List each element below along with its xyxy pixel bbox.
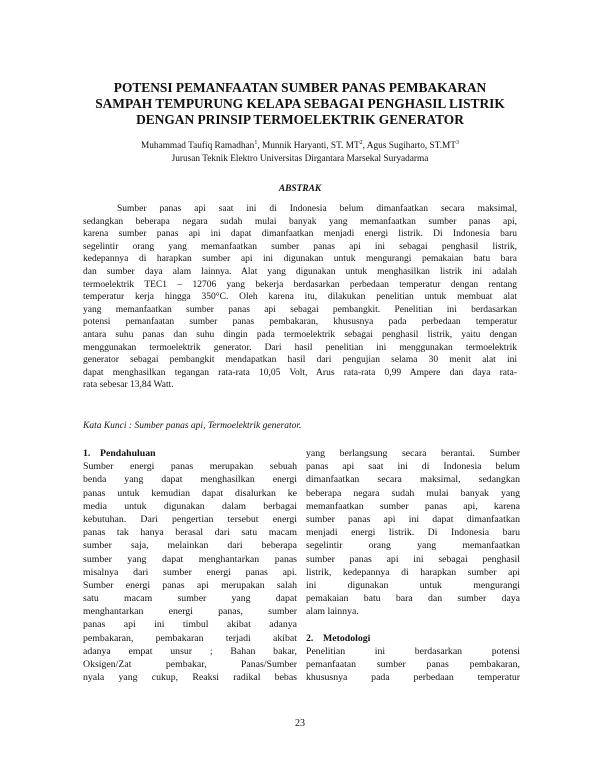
section-1-line: sumber panas api ini dapat dimanfaatkan xyxy=(306,513,520,525)
section-1-line: sumber panas api ini sebagai penghasil xyxy=(306,553,520,565)
section-1-line: ini digunakan untuk mengurangi xyxy=(306,579,520,591)
abstract-line: termoelektrik TEC1 – 12706 yang bekerja berdasarkan perbedaan temperatur dengan rentang xyxy=(83,279,517,290)
section-1-text-right xyxy=(306,447,520,618)
abstract-line: yang memanfaatkan sumber panas api sebagai pembangkit. Penelitian ini berdasarkan xyxy=(83,304,517,315)
author-3-sup: 3 xyxy=(455,139,459,146)
section-1-line: beberapa negara sudah mulai banyak yang xyxy=(306,487,520,499)
section-1-line: panas untuk kemudian dapat disalurkan ke xyxy=(83,487,297,499)
section-1-line: memanfaatkan sumber panas api, karena xyxy=(306,500,520,512)
column-right xyxy=(306,447,520,684)
abstract-line: generator sebagai pembangkit mendapatkan hasil dari pengujian selama 30 menit alat ini xyxy=(83,355,517,366)
section-2-heading xyxy=(306,632,520,645)
section-1-line: panas api ini timbul akibat adanya xyxy=(83,619,297,631)
author-1: Muhammad Taufiq Ramadhan xyxy=(141,141,255,151)
section-1-line: benda yang dapat menghasilkan energi xyxy=(83,474,297,486)
section-2-number: 2. xyxy=(306,632,314,644)
affiliation: Jurusan Teknik Elektro Universitas Dirgantara Marsekal Suryadarma xyxy=(171,153,429,164)
section-1-number: 1. xyxy=(83,448,91,459)
section-1-line: Sumber energi panas merupakan sebuah xyxy=(83,461,297,473)
section-2-title: Metodologi xyxy=(323,632,371,644)
page-number: 23 xyxy=(295,718,305,729)
section-1-line: panas tak hanya berasal dari satu macam xyxy=(83,527,297,539)
section-1-text-left xyxy=(83,460,297,684)
title-line-1: POTENSI PEMANFAATAN SUMBER PANAS PEMBAKARAN xyxy=(113,80,487,95)
author-3: , Agus Sugiharto, ST.MT xyxy=(362,141,456,151)
paper-title xyxy=(60,80,540,128)
section-1-line: sumber yang dapat menghantarkan panas xyxy=(83,553,297,565)
section-1-line: Sumber energi panas api merupakan salah xyxy=(83,579,297,591)
abstract-line: karena sumber panas api ini dapat dimanfaatkan menjadi energi listrik. Di Indonesia baru xyxy=(83,229,517,240)
section-1-line: pemakaian batu bara dan sumber daya xyxy=(306,593,520,605)
section-1-line: listrik, kedepannya di harapkan sumber api xyxy=(306,566,520,578)
author-list xyxy=(60,140,540,153)
section-1-line: sumber saja, melainkan dari beberapa xyxy=(83,540,297,552)
section-1-line: nyala yang cukup, Reaksi radikal bebas xyxy=(83,672,297,684)
abstract-line: rata sebesar 13,84 Watt. xyxy=(83,380,174,391)
section-2-text xyxy=(306,645,520,685)
abstract-line: Sumber panas api saat ini di Indonesia belum dimanfaatkan secara maksimal, xyxy=(117,204,517,214)
title-line-2: SAMPAH TEMPURUNG KELAPA SEBAGAI PENGHASIL LISTRIK xyxy=(95,96,505,111)
abstract-line: menggunakan termoelektrik generator. Dari hasil penelitian ini menggunakan termoelektrik xyxy=(83,342,517,353)
abstract-line: temperatur kerja hingga 350°C. Oleh karena itu, dilakukan penelitian untuk membuat alat xyxy=(83,292,517,303)
author-2: , Munnik Haryanti, ST. MT xyxy=(257,141,360,151)
section-2-line: Penelitian ini berdasarkan potensi xyxy=(306,645,520,657)
section-1-line: yang berlangsung secara berantai. Sumber xyxy=(306,448,520,459)
title-line-3: DENGAN PRINSIP TERMOELEKTRIK GENERATOR xyxy=(136,112,464,127)
section-1-heading xyxy=(83,447,297,460)
abstract-line: dapat menghasilkan tegangan rata-rata 10,05 Volt, Arus rata-rata 0,99 Ampere dan daya rata- xyxy=(83,367,517,378)
abstract-body xyxy=(83,203,517,392)
section-1-line: panas api saat ini di Indonesia belum xyxy=(306,461,520,473)
abstract-line: kedepannya di harapkan sumber api ini digunakan untuk mengurangi pemakaian batu bara xyxy=(83,254,517,265)
section-1-line: adanya empat unsur ; Bahan bakar, xyxy=(83,645,297,657)
section-1-line: menjadi energi listrik. Di Indonesia baru xyxy=(306,527,520,539)
author-1-sup: 1 xyxy=(254,139,258,146)
keywords: Kata Kunci : Sumber panas api, Termoelektrik generator. xyxy=(83,421,302,431)
section-1-title: Pendahuluan xyxy=(100,448,156,459)
section-1-line: satu macam sumber yang dapat xyxy=(83,593,297,605)
section-1-line: Oksigen/Zat pembakar, Panas/Sumber xyxy=(83,659,297,670)
abstract-line: sedangkan beberapa negara sudah mulai banyak yang memanfaatkan sumber panas api, xyxy=(83,216,517,227)
section-1-line: menghantarkan energi panas, sumber xyxy=(83,606,297,618)
column-left xyxy=(83,447,297,684)
section-1-line: media untuk digunakan dalam berbagai xyxy=(83,500,297,512)
section-1-line: alam lainnya. xyxy=(306,606,359,618)
author-2-sup: 2 xyxy=(359,139,363,146)
section-1-line: dimanfaatkan secara maksimal, sedangkan xyxy=(306,474,520,486)
section-1-line: segelintir orang yang memanfaatkan xyxy=(306,540,520,552)
abstract-line: segelintir orang yang memanfaatkan sumber panas api ini sebagai penghasil listrik, xyxy=(83,241,517,252)
abstract-line: antara suhu panas dan suhu dingin pada termoelektrik sebagai penghasil listrik, yaitu dengan xyxy=(83,329,517,340)
section-1-line: pembakaran, pembakaran terjadi akibat xyxy=(83,632,297,644)
section-1-line: kebutuhan. Dari pengertian tersebut energi xyxy=(83,513,297,525)
section-1-line: misalnya dari sumber energi panas api. xyxy=(83,566,297,578)
authors-block xyxy=(60,140,540,165)
abstract-heading: ABSTRAK xyxy=(278,184,322,194)
section-2-line: khususnya pada perbedaan temperatur xyxy=(306,672,520,684)
abstract-line: potensi pemanfaatan sumber panas pembakaran, khususnya pada perbedaan temperatur xyxy=(83,317,517,328)
abstract-line: dan sumber daya alam lainnya. Alat yang digunakan untuk menghasilkan listrik ini adalah xyxy=(83,266,517,277)
section-2-line: pemanfaatan sumber panas pembakaran, xyxy=(306,659,520,670)
